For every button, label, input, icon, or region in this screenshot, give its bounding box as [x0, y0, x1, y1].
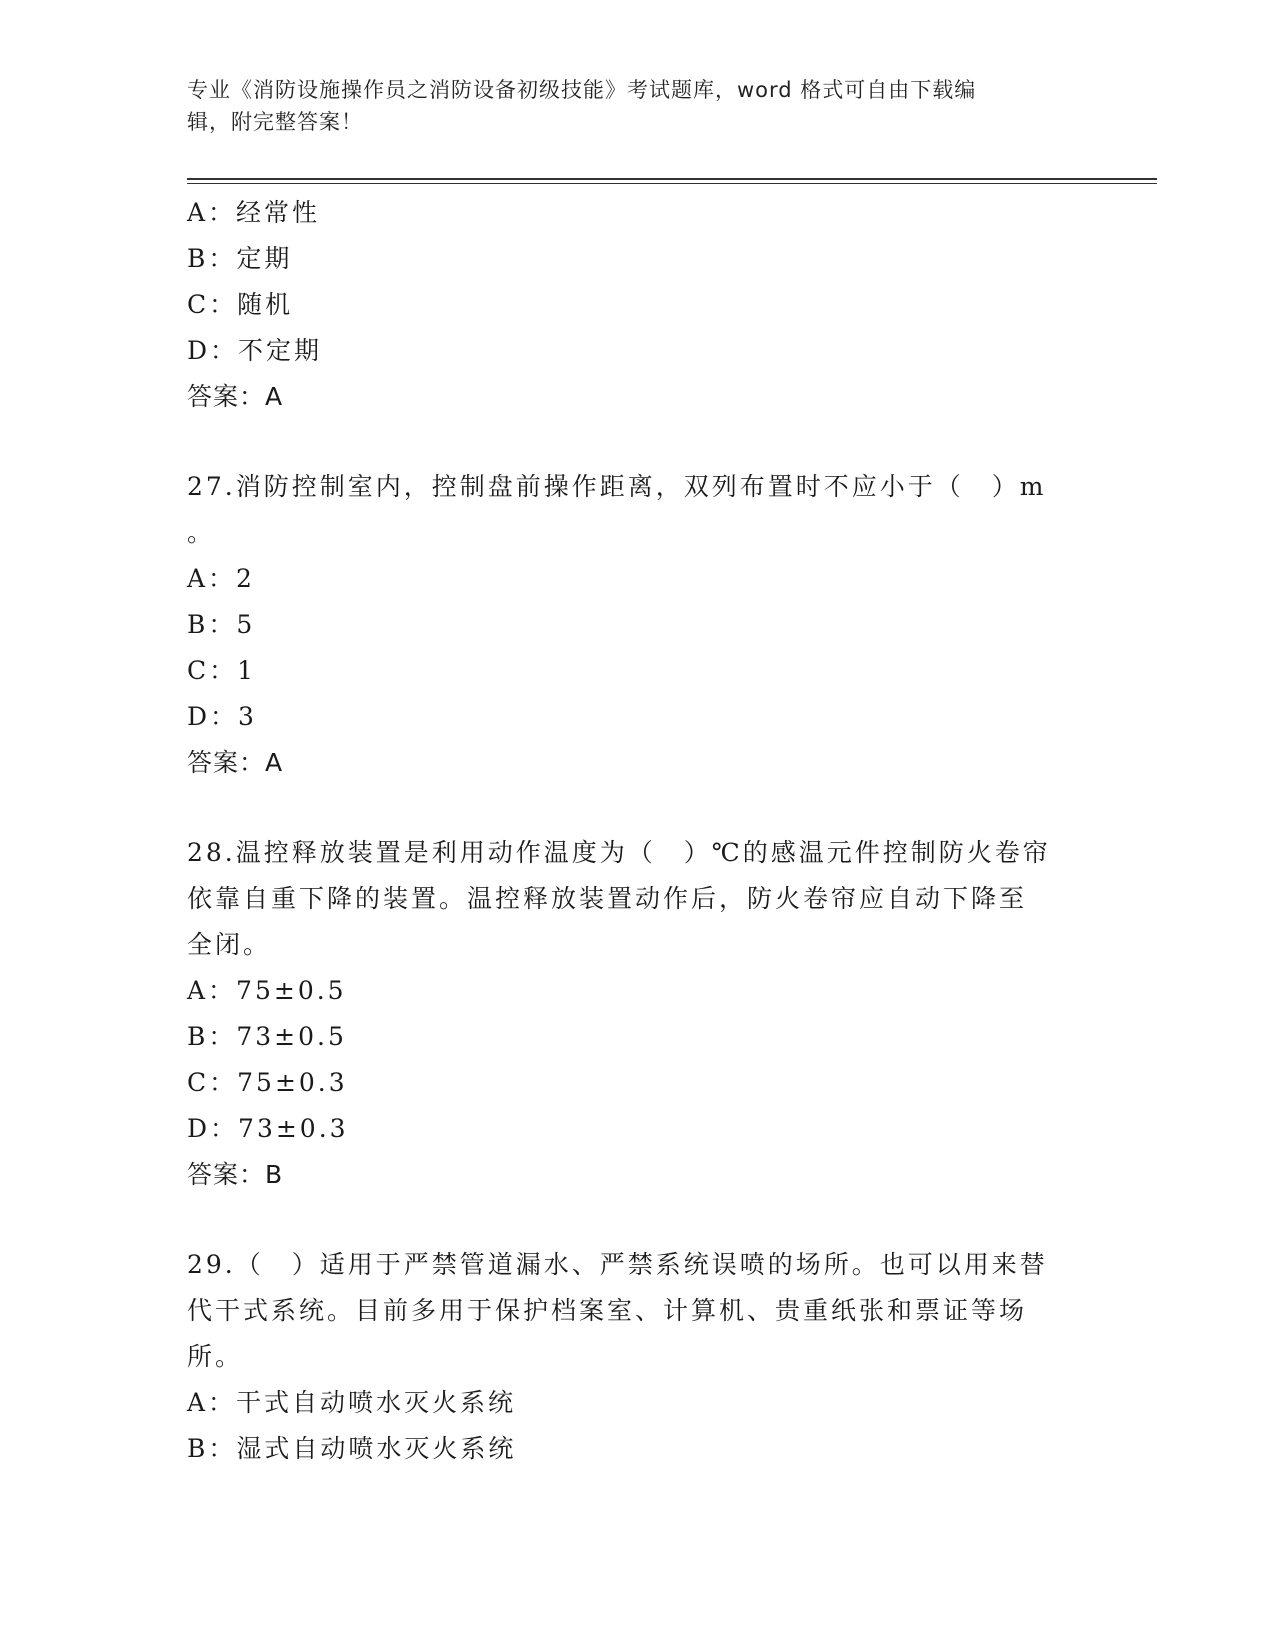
header-line-2: 辑，附完整答案！ — [187, 110, 363, 134]
header-rule-thin — [187, 183, 1157, 184]
option-c: C：随机 — [187, 290, 294, 319]
answer: 答案：A — [187, 748, 284, 777]
question-stem-line: 依靠自重下降的装置。温控释放装置动作后，防火卷帘应自动下降至 — [187, 884, 1028, 913]
question-stem-line: 代干式系统。目前多用于保护档案室、计算机、贵重纸张和票证等场 — [187, 1296, 1028, 1325]
question-stem-line: 所。 — [187, 1342, 244, 1371]
question-stem-line: 28.温控释放装置是利用动作温度为（ ）℃的感温元件控制防火卷帘 — [187, 838, 1051, 867]
option-a: A：75±0.5 — [187, 976, 347, 1005]
option-c: C：75±0.3 — [187, 1068, 348, 1097]
question-list — [187, 190, 1087, 1472]
option-a: A：干式自动喷水灭火系统 — [187, 1388, 517, 1417]
header-rule-thick — [187, 178, 1157, 180]
option-c: C：1 — [187, 656, 257, 685]
answer: 答案：B — [187, 1160, 284, 1189]
option-a: A：2 — [187, 564, 255, 593]
option-b: B：湿式自动喷水灭火系统 — [187, 1434, 517, 1463]
question-26 — [187, 190, 1087, 420]
option-d: D：3 — [187, 702, 257, 731]
document-header — [187, 74, 1067, 138]
option-d: D：不定期 — [187, 336, 323, 365]
question-stem-line: 27.消防控制室内，控制盘前操作距离，双列布置时不应小于（ ）m — [187, 472, 1047, 501]
question-stem-line: 。 — [187, 518, 216, 547]
option-a: A：经常性 — [187, 198, 321, 227]
answer: 答案：A — [187, 382, 284, 411]
option-b: B：5 — [187, 610, 256, 639]
option-d: D：73±0.3 — [187, 1114, 349, 1143]
question-28 — [187, 830, 1087, 1198]
header-line-1: 专业《消防设施操作员之消防设备初级技能》考试题库，word 格式可自由下载编 — [187, 78, 977, 102]
question-stem-line: 全闭。 — [187, 930, 272, 959]
option-b: B：定期 — [187, 244, 293, 273]
option-b: B：73±0.5 — [187, 1022, 347, 1051]
question-29 — [187, 1242, 1087, 1472]
question-stem-line: 29.（ ）适用于严禁管道漏水、严禁系统误喷的场所。也可以用来替 — [187, 1250, 1048, 1279]
question-27 — [187, 464, 1087, 786]
